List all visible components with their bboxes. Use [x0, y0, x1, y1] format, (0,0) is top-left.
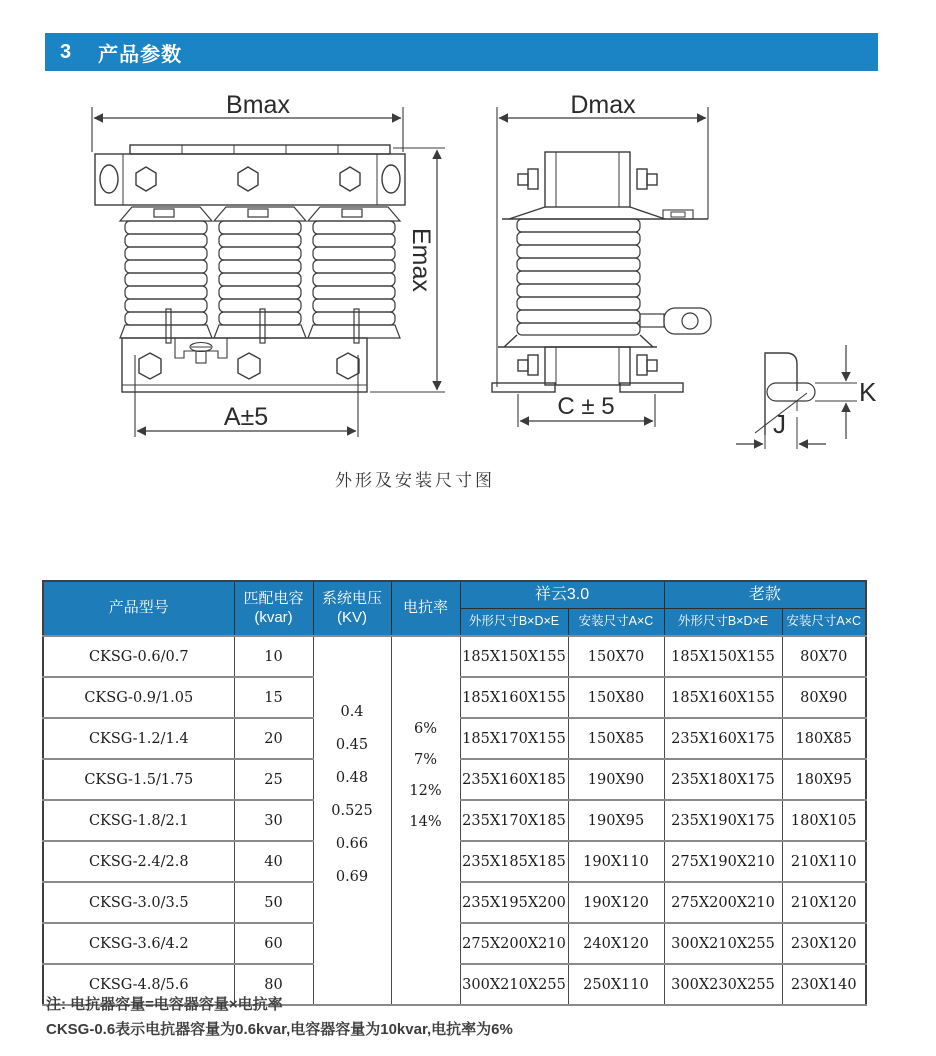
cell-model: CKSG-3.6/4.2	[43, 923, 234, 964]
cell-model: CKSG-1.5/1.75	[43, 759, 234, 800]
cell-xy-install: 190X110	[568, 841, 664, 882]
cell-old-install: 180X95	[782, 759, 866, 800]
note-line-1: 注: 电抗器容量=电容器容量×电抗率	[46, 996, 283, 1013]
cell-kvar: 25	[234, 759, 313, 800]
cell-xy-install: 190X90	[568, 759, 664, 800]
coil-stacks	[120, 207, 400, 343]
bolt	[637, 355, 647, 375]
bolt	[518, 360, 528, 371]
side-view-drawing	[492, 95, 711, 427]
col-header-capacitance: 匹配电容 (kvar)	[234, 581, 313, 636]
dim-label-c: C ± 5	[557, 393, 615, 420]
hex-nut	[139, 353, 161, 379]
cell-model: CKSG-1.8/2.1	[43, 800, 234, 841]
note-line-2: CKSG-0.6表示电抗器容量为0.6kvar,电容器容量为10kvar,电抗率为6%	[46, 1021, 513, 1038]
bolt	[528, 355, 538, 375]
table-row	[43, 636, 866, 677]
cell-xy-outline: 235X170X185	[460, 800, 568, 841]
cell-old-install: 180X85	[782, 718, 866, 759]
cell-model: CKSG-4.8/5.6	[43, 964, 234, 1005]
cell-old-outline: 235X190X175	[664, 800, 782, 841]
bolt	[647, 174, 657, 185]
terminal-lug	[640, 308, 711, 334]
cell-model: CKSG-0.6/0.7	[43, 636, 234, 677]
cell-old-outline: 185X150X155	[664, 636, 782, 677]
cell-xy-outline: 300X210X255	[460, 964, 568, 1005]
hex-nut	[340, 167, 360, 191]
section-number: 3	[60, 40, 73, 63]
mounting-slot-left	[100, 165, 118, 193]
cell-old-outline: 235X180X175	[664, 759, 782, 800]
cell-kvar: 40	[234, 841, 313, 882]
section-banner	[45, 33, 878, 71]
mounting-clip-detail	[736, 345, 877, 449]
dimension-drawing	[45, 95, 900, 460]
cell-kvar: 30	[234, 800, 313, 841]
cell-old-install: 210X120	[782, 882, 866, 923]
dim-label-dmax: Dmax	[570, 95, 636, 119]
flange-tab	[663, 210, 693, 219]
hex-nut	[136, 167, 156, 191]
group-header-xiangyun: 祥云3.0	[460, 581, 664, 609]
table-notes	[46, 992, 513, 1042]
hex-nut	[337, 353, 359, 379]
section-title: 产品参数	[98, 43, 183, 66]
cell-xy-install: 150X85	[568, 718, 664, 759]
cell-model: CKSG-1.2/1.4	[43, 718, 234, 759]
cell-kvar: 10	[234, 636, 313, 677]
figure-caption: 外形及安装尺寸图	[335, 471, 495, 490]
reactance-values-cell: 6% 7% 12% 14%	[391, 636, 460, 1005]
cell-xy-outline: 275X200X210	[460, 923, 568, 964]
col-header-xy-outline: 外形尺寸B×D×E	[460, 609, 568, 637]
cell-model: CKSG-3.0/3.5	[43, 882, 234, 923]
cell-model: CKSG-2.4/2.8	[43, 841, 234, 882]
cell-xy-outline: 185X170X155	[460, 718, 568, 759]
cell-old-outline: 275X200X210	[664, 882, 782, 923]
cell-old-install: 180X105	[782, 800, 866, 841]
cell-xy-outline: 185X150X155	[460, 636, 568, 677]
cell-xy-install: 190X120	[568, 882, 664, 923]
cell-old-install: 230X120	[782, 923, 866, 964]
cell-old-install: 210X110	[782, 841, 866, 882]
cell-kvar: 15	[234, 677, 313, 718]
cell-model: CKSG-0.9/1.05	[43, 677, 234, 718]
cell-old-install: 80X90	[782, 677, 866, 718]
cell-old-outline: 235X160X175	[664, 718, 782, 759]
bolt	[528, 169, 538, 189]
col-header-reactance: 电抗率	[391, 581, 460, 636]
cell-xy-outline: 235X195X200	[460, 882, 568, 923]
cell-old-outline: 185X160X155	[664, 677, 782, 718]
cell-old-install: 80X70	[782, 636, 866, 677]
cell-xy-install: 150X70	[568, 636, 664, 677]
cell-xy-install: 240X120	[568, 923, 664, 964]
cell-xy-install: 150X80	[568, 677, 664, 718]
dim-label-j: J	[773, 409, 786, 439]
cell-kvar: 80	[234, 964, 313, 1005]
dim-label-a: A±5	[223, 403, 269, 431]
cell-old-outline: 275X190X210	[664, 841, 782, 882]
dim-label-emax: Emax	[407, 228, 435, 292]
voltage-values-cell: 0.4 0.45 0.48 0.525 0.66 0.69	[313, 636, 391, 1005]
col-header-voltage: 系统电压 (KV)	[313, 581, 391, 636]
cell-old-install: 230X140	[782, 964, 866, 1005]
col-header-model: 产品型号	[43, 581, 234, 636]
hex-nut	[238, 167, 258, 191]
bolt	[637, 169, 647, 189]
din-rail-clip	[175, 338, 227, 363]
cell-xy-outline: 185X160X155	[460, 677, 568, 718]
col-header-old-install: 安装尺寸A×C	[782, 609, 866, 637]
cell-xy-install: 190X95	[568, 800, 664, 841]
front-view-drawing	[92, 95, 445, 437]
slot	[767, 383, 815, 401]
group-header-old: 老款	[664, 581, 866, 609]
mounting-slot-right	[382, 165, 400, 193]
dim-label-k: K	[859, 377, 877, 407]
col-header-xy-install: 安装尺寸A×C	[568, 609, 664, 637]
bolt	[647, 360, 657, 371]
col-header-old-outline: 外形尺寸B×D×E	[664, 609, 782, 637]
cell-old-outline: 300X210X255	[664, 923, 782, 964]
cell-xy-outline: 235X185X185	[460, 841, 568, 882]
hex-nut	[238, 353, 260, 379]
cell-kvar: 20	[234, 718, 313, 759]
cell-xy-install: 250X110	[568, 964, 664, 1005]
cell-xy-outline: 235X160X185	[460, 759, 568, 800]
bolt	[518, 174, 528, 185]
dim-label-bmax: Bmax	[226, 95, 290, 119]
cell-kvar: 60	[234, 923, 313, 964]
product-parameters-table	[42, 580, 867, 1006]
cell-kvar: 50	[234, 882, 313, 923]
cell-old-outline: 300X230X255	[664, 964, 782, 1005]
